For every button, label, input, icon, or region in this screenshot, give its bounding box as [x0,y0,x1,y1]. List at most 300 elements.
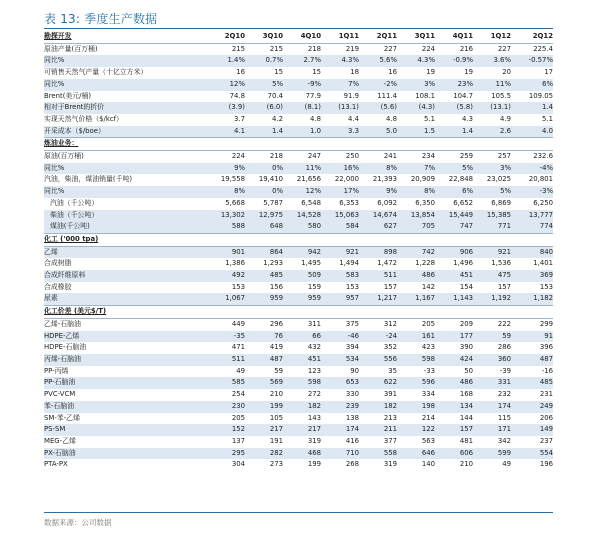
table-cell [435,233,473,246]
table-cell: 319 [307,436,321,445]
source-note: 数据来源：公司数据 [44,518,112,527]
table-cell: (5.6) [359,102,397,114]
table-cell: 11% [473,79,511,91]
table-cell: 222 [497,319,511,328]
table-cell: 234 [421,152,435,161]
table-cell: 319 [383,460,397,469]
table-cell: 22,848 [448,175,473,184]
table-cell: 959 [245,293,283,305]
table-cell: 273 [269,460,283,469]
table-cell: 21,393 [372,175,397,184]
table-cell: 254 [231,390,245,399]
table-cell: 369 [511,270,553,282]
table-cell: 5% [473,186,511,198]
table-cell [207,138,245,151]
quarter-header: 1Q11 [321,31,359,43]
table-cell: 182 [283,401,321,413]
table-cell: 216 [459,44,473,53]
table-cell: 143 [307,413,321,422]
table-cell: 217 [245,424,283,436]
table-cell: 211 [359,424,397,436]
section-header-row [44,233,553,246]
table-cell: 199 [307,460,321,469]
table-cell: 375 [345,319,359,328]
table-cell: 213 [383,413,397,422]
table-cell: 171 [473,424,511,436]
table-cell: 224 [231,152,245,161]
table-cell: 224 [421,44,435,53]
table-cell: 906 [435,246,473,258]
table-cell: 1.4 [511,102,553,114]
table-cell: 49 [502,460,511,469]
table-cell: 16 [236,68,245,77]
table-cell: 311 [307,319,321,328]
table-cell: 198 [397,401,435,413]
table-cell: 210 [269,390,283,399]
table-cell: 15,385 [473,210,511,222]
table-cell: 259 [459,152,473,161]
row-label: HDPE-石脑油 [44,343,87,352]
table-cell: 105 [269,413,283,422]
table-cell: 6,652 [453,198,473,207]
table-cell: 1.4 [435,126,473,138]
table-cell: 0.7% [245,55,283,67]
table-cell: 390 [459,343,473,352]
table-cell: 742 [397,246,435,258]
table-cell: 19,410 [258,175,283,184]
table-cell [359,233,397,246]
table-cell: 304 [231,460,245,469]
table-cell: 149 [511,424,553,436]
table-cell: 558 [359,448,397,460]
table-cell: -16 [541,366,553,375]
table-cell: (3.9) [207,102,245,114]
table-cell [511,306,553,319]
table-cell: 312 [383,319,397,328]
table-cell: 6% [435,186,473,198]
row-label: 可销售天然气产量（十亿立方米） [44,68,148,77]
table-cell: 210 [459,460,473,469]
table-cell: 74.8 [229,91,245,100]
table-cell: 391 [383,390,397,399]
table-cell: 4.1 [207,126,245,138]
table-cell: 13,777 [511,210,553,222]
table-cell: 6,869 [491,198,511,207]
table-cell: (13.1) [473,102,511,114]
table-cell [511,138,553,151]
table-cell: 475 [473,270,511,282]
table-cell: 5% [435,163,473,175]
table-cell: 3% [397,79,435,91]
table-row [44,221,553,233]
table-cell: 598 [397,354,435,366]
table-cell: 16% [321,163,359,175]
table-cell: 108.1 [415,91,435,100]
row-label: 汽油，柴油，煤油销量(千吨) [44,175,133,184]
table-cell: 13,854 [397,210,435,222]
table-cell: 215 [231,44,245,53]
table-cell: 152 [207,424,245,436]
quarter-header: 3Q11 [397,31,435,43]
row-label: 原油(百万桶) [44,152,84,161]
table-cell: 4.9 [500,114,511,123]
table-row [44,43,553,55]
row-label: 炼油业务： [44,138,207,151]
table-row [44,126,553,138]
table-cell: 6,350 [415,198,435,207]
table-cell: 91.9 [343,91,359,100]
table-row [44,67,553,79]
table-cell: 138 [345,413,359,422]
table-row [44,258,553,270]
table-cell: 19 [426,68,435,77]
table-cell: 599 [473,448,511,460]
table-cell: 1,496 [453,259,473,268]
row-label: 汽油（千公吨） [50,198,99,207]
table-cell: 4.8 [310,114,321,123]
table-row [44,377,553,389]
table-row [44,210,553,222]
table-cell: 331 [473,377,511,389]
table-cell: (13.1) [321,102,359,114]
table-cell: 257 [497,152,511,161]
table-cell: 3.3 [321,126,359,138]
table-cell: -2% [359,79,397,91]
quarter-header: 4Q11 [435,31,473,43]
table-cell [397,138,435,151]
table-cell [207,233,245,246]
table-cell: 70.4 [267,91,283,100]
table-cell: 6,353 [339,198,359,207]
table-cell: 449 [231,319,245,328]
table-cell: 5,668 [225,198,245,207]
table-cell: 511 [207,354,245,366]
table-cell: 1,386 [225,259,245,268]
row-label: MEG-乙烯 [44,436,76,445]
table-cell: 17 [544,68,553,77]
table-cell: 864 [245,246,283,258]
table-cell: 250 [345,152,359,161]
table-cell: 140 [421,460,435,469]
table-cell: 59 [473,331,511,343]
table-cell: 282 [245,448,283,460]
row-label: HDPE-乙烯 [44,331,207,343]
table-cell: 22,000 [334,175,359,184]
table-cell: 11% [283,163,321,175]
table-cell: 13,302 [207,210,245,222]
table-cell: 239 [321,401,359,413]
table-cell [359,306,397,319]
table-row [44,174,553,186]
table-cell: 942 [283,246,321,258]
table-cell: 2.7% [283,55,321,67]
table-cell: 156 [269,282,283,291]
table-cell: 451 [435,270,473,282]
table-cell: 50 [464,366,473,375]
table-cell: 232 [497,390,511,399]
table-cell: 205 [421,319,435,328]
table-cell [245,138,283,151]
table-cell: 299 [539,319,553,328]
table-cell: 137 [231,436,245,445]
table-cell: 468 [283,448,321,460]
row-label: 化工价差 (美元$/T) [44,306,207,319]
table-cell: -9% [283,79,321,91]
table-cell: 588 [207,221,245,233]
table-cell: 12,975 [245,210,283,222]
table-cell: 5.0 [359,126,397,138]
quarter-header: 2Q11 [359,31,397,43]
table-cell: 1.4 [245,126,283,138]
table-cell: 268 [345,460,359,469]
table-cell: 1,192 [473,293,511,305]
table-cell: 334 [421,390,435,399]
table-row [44,424,553,436]
table-cell: 4.8 [386,114,397,123]
table-row [44,114,553,126]
table-cell: 5.6% [359,55,397,67]
table-cell: 209 [459,319,473,328]
table-cell: 771 [473,221,511,233]
table-cell: 534 [321,354,359,366]
table-row [44,79,553,91]
table-cell: 959 [283,293,321,305]
table-cell: 153 [539,282,553,291]
table-cell: 286 [497,343,511,352]
section-label: 勘探开发 [44,31,207,43]
table-cell: 432 [307,343,321,352]
table-cell: 840 [511,246,553,258]
table-cell: 747 [435,221,473,233]
row-label: PTA-PX [44,460,68,469]
table-cell: 7% [397,163,435,175]
table-cell: 585 [207,377,245,389]
table-cell: 705 [397,221,435,233]
table-cell: 115 [497,413,511,422]
row-label: 合成橡胶 [44,282,72,291]
table-row [44,246,553,258]
table-cell [397,233,435,246]
table-cell: 76 [245,331,283,343]
table-cell: 59 [274,366,283,375]
table-cell: -35 [207,331,245,343]
table-row [44,91,553,103]
table-cell: 4.3% [321,55,359,67]
table-cell: 12% [283,186,321,198]
table-cell [473,138,511,151]
table-cell: 20 [502,68,511,77]
table-cell: 352 [383,343,397,352]
table-cell: 231 [539,390,553,399]
table-cell: (6.0) [245,102,283,114]
row-label: 原油产量(百万桶) [44,44,98,53]
table-cell: 230 [207,401,245,413]
row-label: PS-SM [44,424,207,436]
quarter-header: 2Q10 [207,31,245,43]
table-cell: 227 [383,44,397,53]
quarter-header: 4Q10 [283,31,321,43]
table-cell: 249 [511,401,553,413]
table-cell: 90 [350,366,359,375]
table-cell: 3.7 [234,114,245,123]
table-cell: 227 [497,44,511,53]
table-cell [245,306,283,319]
table-cell [397,306,435,319]
table-cell: 1,167 [397,293,435,305]
table-cell: 174 [321,424,359,436]
table-cell: 217 [283,424,321,436]
table-cell: 1,472 [377,259,397,268]
table-cell: -0.9% [435,55,473,67]
table-cell: 109.05 [528,91,553,100]
quarter-header: 2Q12 [511,31,553,43]
table-cell: 159 [307,282,321,291]
section-header-row [44,138,553,151]
table-cell [283,138,321,151]
table-cell: 19 [464,68,473,77]
table-cell: 556 [359,354,397,366]
table-cell: 509 [283,270,321,282]
table-cell: 330 [345,390,359,399]
table-row [44,151,553,163]
table-cell: 921 [321,246,359,258]
table-cell: 206 [539,413,553,422]
table-cell: 153 [231,282,245,291]
table-cell: 35 [388,366,397,375]
table-cell: 1,217 [359,293,397,305]
table-cell: 214 [421,413,435,422]
table-cell: 14,528 [283,210,321,222]
table-cell: 19,558 [220,175,245,184]
table-cell: 957 [321,293,359,305]
table-cell: 1,067 [207,293,245,305]
table-cell: 5.1 [424,114,435,123]
table-cell: 105.5 [491,91,511,100]
header-row [44,31,553,43]
table-cell: 583 [321,270,359,282]
table-cell: 4.3% [397,55,435,67]
table-cell: 15,063 [321,210,359,222]
table-cell: 511 [359,270,397,282]
table-cell: 6% [511,79,553,91]
table-cell: 6,250 [533,198,553,207]
table-cell: 153 [345,282,359,291]
quarter-header: 3Q10 [245,31,283,43]
table-cell: 134 [435,401,473,413]
table-cell: 584 [321,221,359,233]
table-cell [511,233,553,246]
table-cell: 0% [245,186,283,198]
table-row [44,342,553,354]
table-cell: 6,548 [301,198,321,207]
table-row [44,331,553,343]
table-cell: 1,293 [263,259,283,268]
table-cell: 486 [397,270,435,282]
table-cell: 77.9 [305,91,321,100]
table-cell: 23,025 [486,175,511,184]
table-row [44,293,553,305]
table-cell: 49 [236,366,245,375]
table-cell: 232.6 [533,152,553,161]
table-cell: 580 [283,221,321,233]
table-cell: 921 [473,246,511,258]
table-cell: 9% [207,163,245,175]
row-label: PP-丙烯 [44,366,69,375]
table-cell: -46 [321,331,359,343]
table-cell: 774 [511,221,553,233]
table-cell: 14,674 [359,210,397,222]
row-label: Brent(美元/桶) [44,91,92,100]
table-cell: 1,143 [435,293,473,305]
table-cell: 123 [307,366,321,375]
table-cell [321,306,359,319]
table-cell: 901 [207,246,245,258]
row-label: SM-苯-乙烯 [44,413,80,422]
table-cell: 157 [497,282,511,291]
table-cell [435,306,473,319]
table-cell: 8% [397,186,435,198]
table-row [44,198,553,210]
table-cell: 1,536 [491,259,511,268]
table-cell: -3% [511,186,553,198]
table-cell: 5,787 [263,198,283,207]
table-cell: 66 [283,331,321,343]
table-cell [321,138,359,151]
table-cell [283,306,321,319]
table-cell: 377 [383,436,397,445]
table-cell: 295 [207,448,245,460]
table-cell: 394 [345,343,359,352]
row-label: 合成纤维原料 [44,270,207,282]
table-cell: 485 [511,377,553,389]
table-cell: 424 [435,354,473,366]
row-label: 同比% [44,79,207,91]
table-cell: 218 [307,44,321,53]
row-label: 同比% [44,163,207,175]
table-cell: 104.7 [453,91,473,100]
row-label: 乙烯-石脑油 [44,319,81,328]
table-cell [283,233,321,246]
table-row [44,366,553,378]
table-cell [435,138,473,151]
row-label: 合成树脂 [44,259,72,268]
table-cell: 3% [473,163,511,175]
quarter-header: 1Q12 [473,31,511,43]
table-cell: 596 [397,377,435,389]
table-cell: 21,656 [296,175,321,184]
table-title: 表 13: 季度生产数据 [44,12,158,26]
row-label: 同比% [44,55,207,67]
row-label: PP-石脑油 [44,377,207,389]
row-label: 丙烯-石脑油 [44,354,207,366]
table-cell: 23% [435,79,473,91]
row-label: 开采成本（$/boe） [44,126,207,138]
table-row [44,163,553,175]
table-cell: 471 [231,343,245,352]
table-cell: 182 [359,401,397,413]
table-cell: 1,495 [301,259,321,268]
table-cell: 7% [321,79,359,91]
table-cell: 174 [473,401,511,413]
table-row [44,436,553,448]
table-cell: 627 [359,221,397,233]
table-cell: (5.8) [435,102,473,114]
table-cell: 563 [421,436,435,445]
table-cell: 4.2 [272,114,283,123]
table-cell: 492 [207,270,245,282]
row-label: 苯-石脑油 [44,401,207,413]
table-cell: 111.4 [377,91,397,100]
